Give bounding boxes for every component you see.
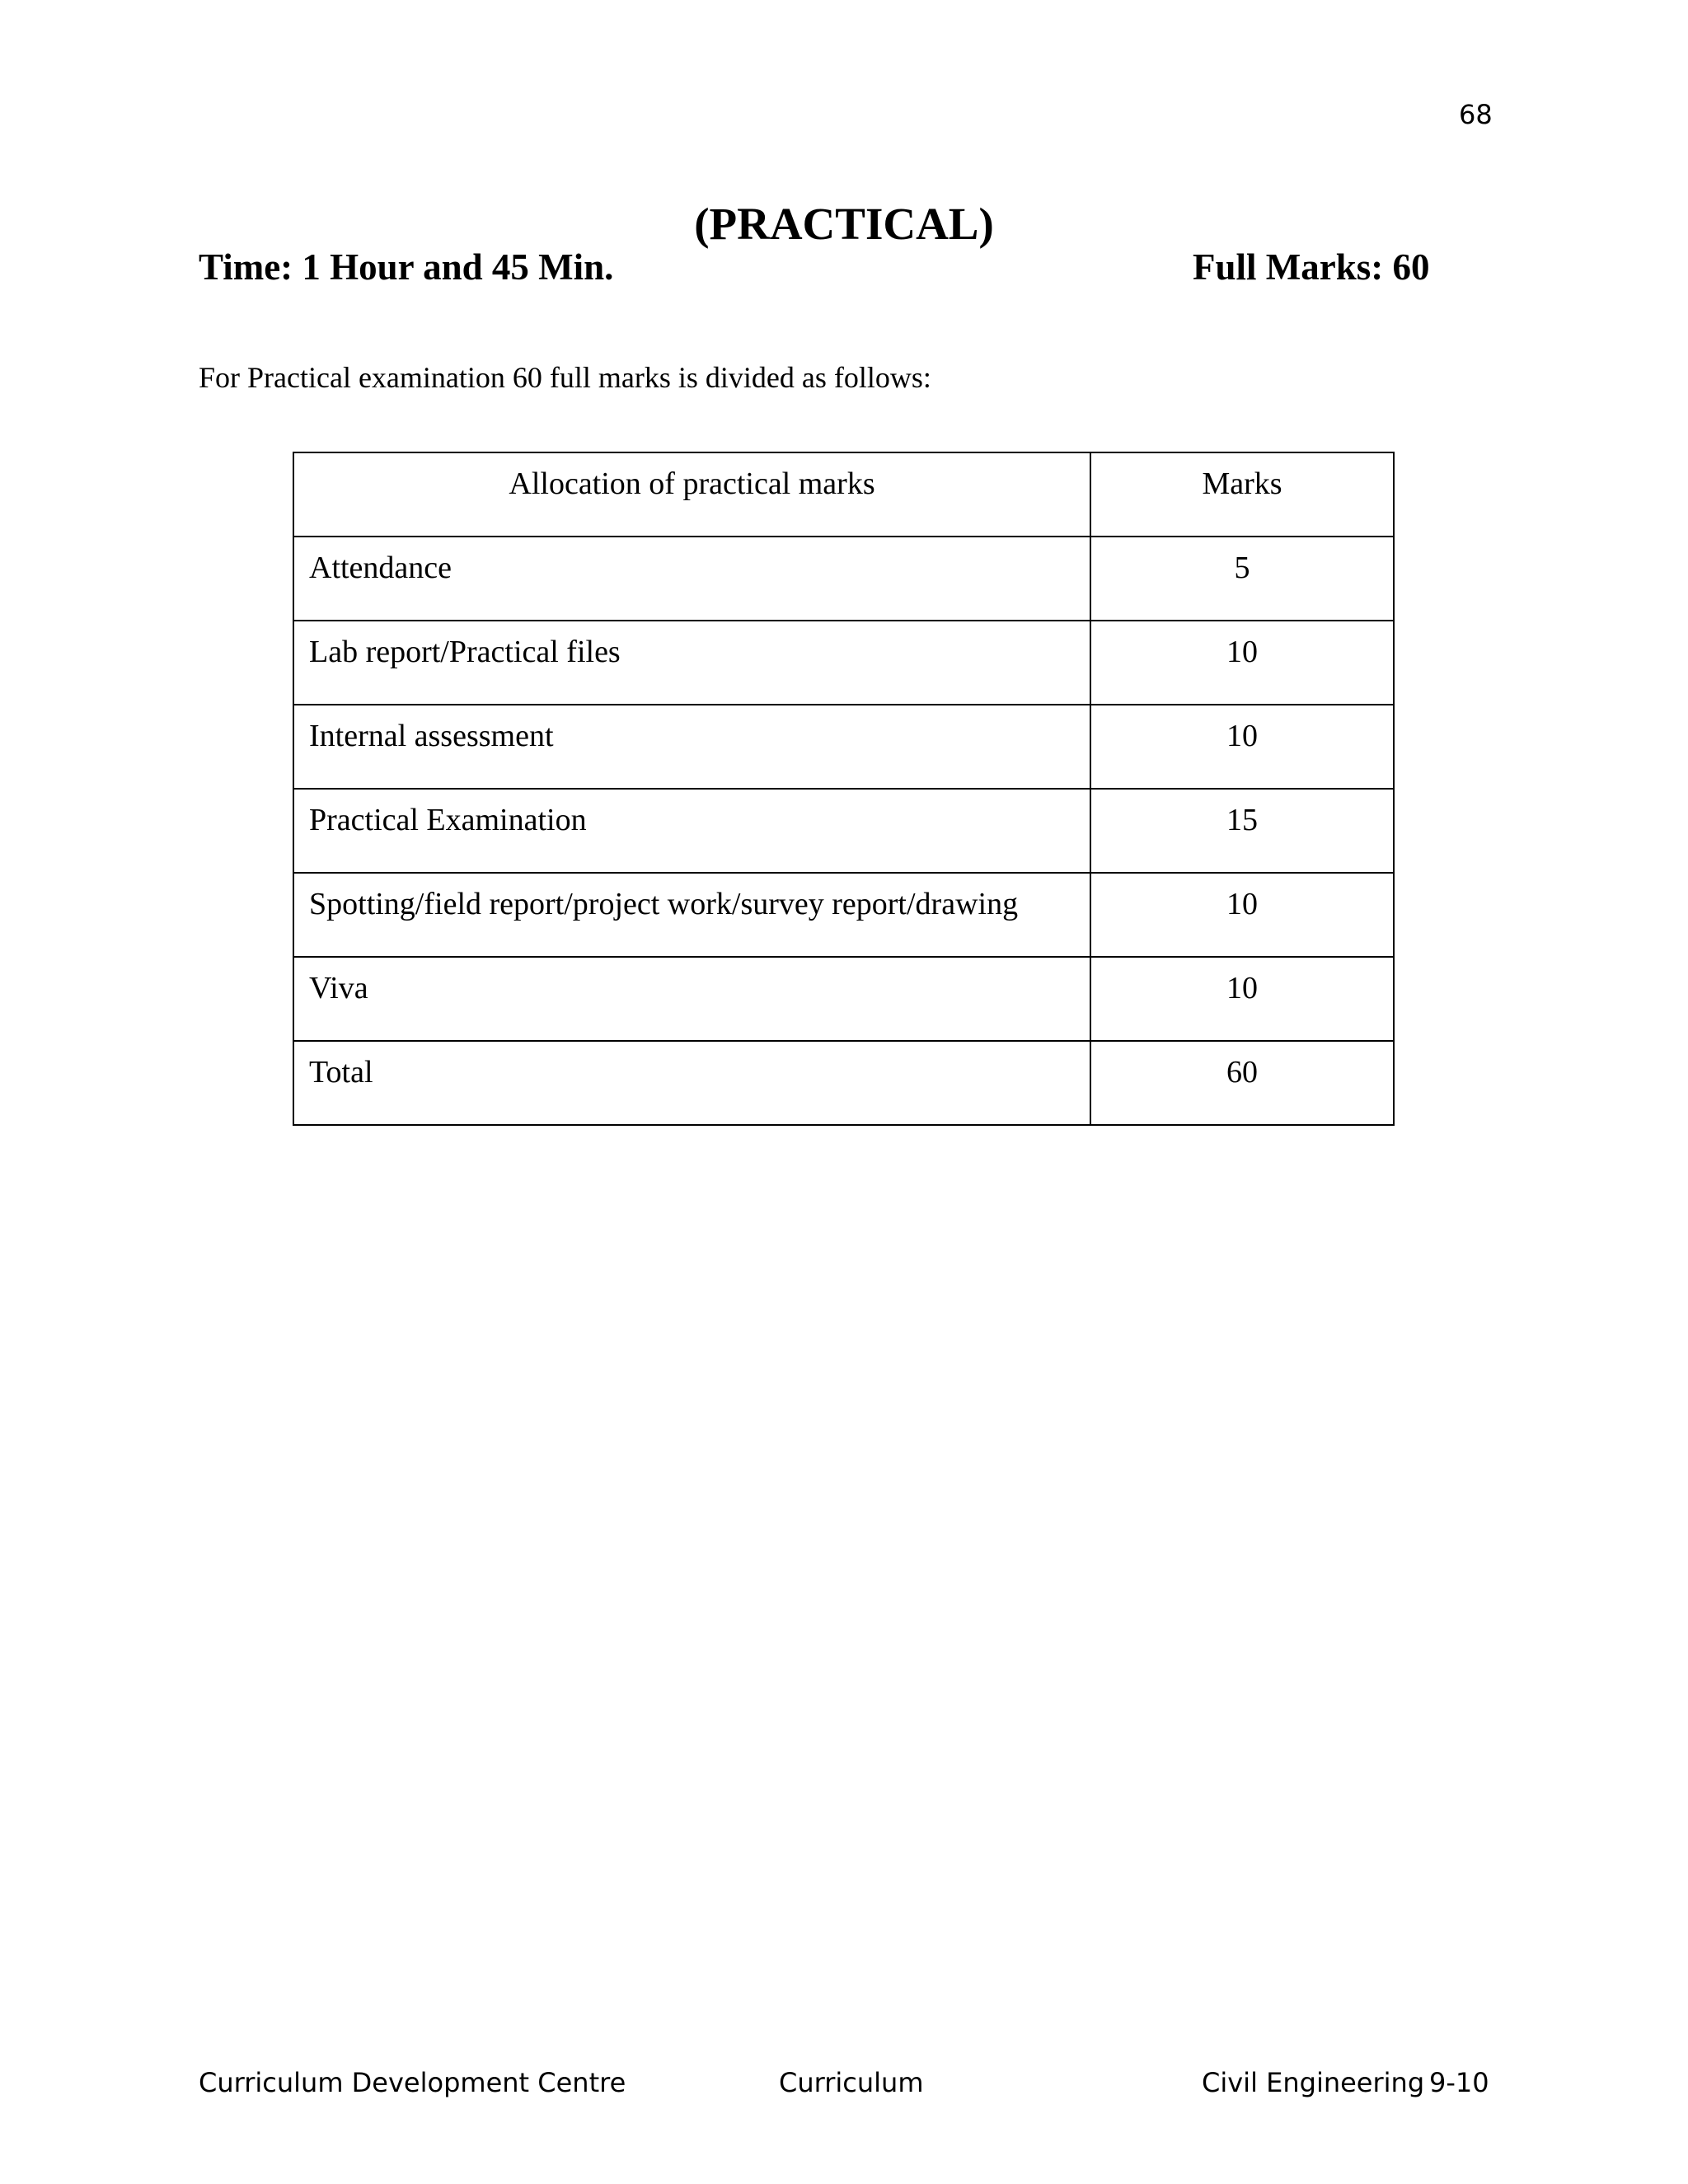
header-allocation bbox=[293, 452, 1090, 537]
row-marks-cell bbox=[1090, 957, 1394, 1041]
row-item: Lab report/Practical files bbox=[309, 635, 621, 669]
footer-grade: 9-10 bbox=[1429, 2067, 1489, 2098]
marks-allocation-table bbox=[293, 452, 1395, 1126]
table-row bbox=[293, 537, 1394, 621]
row-item-cell bbox=[293, 957, 1090, 1041]
row-item-cell bbox=[293, 621, 1090, 705]
row-marks: 15 bbox=[1226, 803, 1258, 837]
row-item: Total bbox=[309, 1055, 373, 1090]
table-row bbox=[293, 957, 1394, 1041]
row-marks-cell bbox=[1090, 621, 1394, 705]
row-marks-cell bbox=[1090, 1041, 1394, 1125]
page-number: 68 bbox=[1459, 99, 1493, 130]
row-marks-cell bbox=[1090, 873, 1394, 957]
row-marks: 10 bbox=[1226, 719, 1258, 753]
footer-organization: Curriculum Development Centre bbox=[199, 2067, 626, 2098]
row-marks: 10 bbox=[1226, 887, 1258, 921]
table-row bbox=[293, 621, 1394, 705]
header-marks bbox=[1090, 452, 1394, 537]
row-item: Viva bbox=[309, 971, 368, 1005]
row-marks: 5 bbox=[1234, 551, 1250, 585]
row-item-cell bbox=[293, 873, 1090, 957]
intro-text: For Practical examination 60 full marks is divided as follows: bbox=[199, 361, 931, 394]
footer-program: Civil Engineering bbox=[1202, 2067, 1425, 2098]
footer-document-type: Curriculum bbox=[779, 2067, 924, 2098]
row-marks-cell bbox=[1090, 537, 1394, 621]
exam-time: Time: 1 Hour and 45 Min. bbox=[199, 246, 614, 288]
row-item-cell bbox=[293, 1041, 1090, 1125]
row-item-cell bbox=[293, 537, 1090, 621]
table-header-row bbox=[293, 452, 1394, 537]
table-row bbox=[293, 705, 1394, 789]
row-marks: 60 bbox=[1226, 1055, 1258, 1090]
header-marks-label: Marks bbox=[1202, 466, 1282, 501]
row-item: Spotting/field report/project work/survey report/drawing bbox=[309, 887, 1019, 921]
row-item-cell bbox=[293, 705, 1090, 789]
row-marks: 10 bbox=[1226, 635, 1258, 669]
row-marks: 10 bbox=[1226, 971, 1258, 1005]
row-marks-cell bbox=[1090, 789, 1394, 873]
table-row bbox=[293, 873, 1394, 957]
header-allocation-label: Allocation of practical marks bbox=[509, 466, 875, 501]
row-item: Attendance bbox=[309, 551, 452, 585]
page-title: (PRACTICAL) bbox=[694, 199, 994, 249]
table-row-total bbox=[293, 1041, 1394, 1125]
row-item: Internal assessment bbox=[309, 719, 554, 753]
exam-full-marks: Full Marks: 60 bbox=[1193, 246, 1430, 288]
table-row bbox=[293, 789, 1394, 873]
row-item: Practical Examination bbox=[309, 803, 587, 837]
row-marks-cell bbox=[1090, 705, 1394, 789]
row-item-cell bbox=[293, 789, 1090, 873]
